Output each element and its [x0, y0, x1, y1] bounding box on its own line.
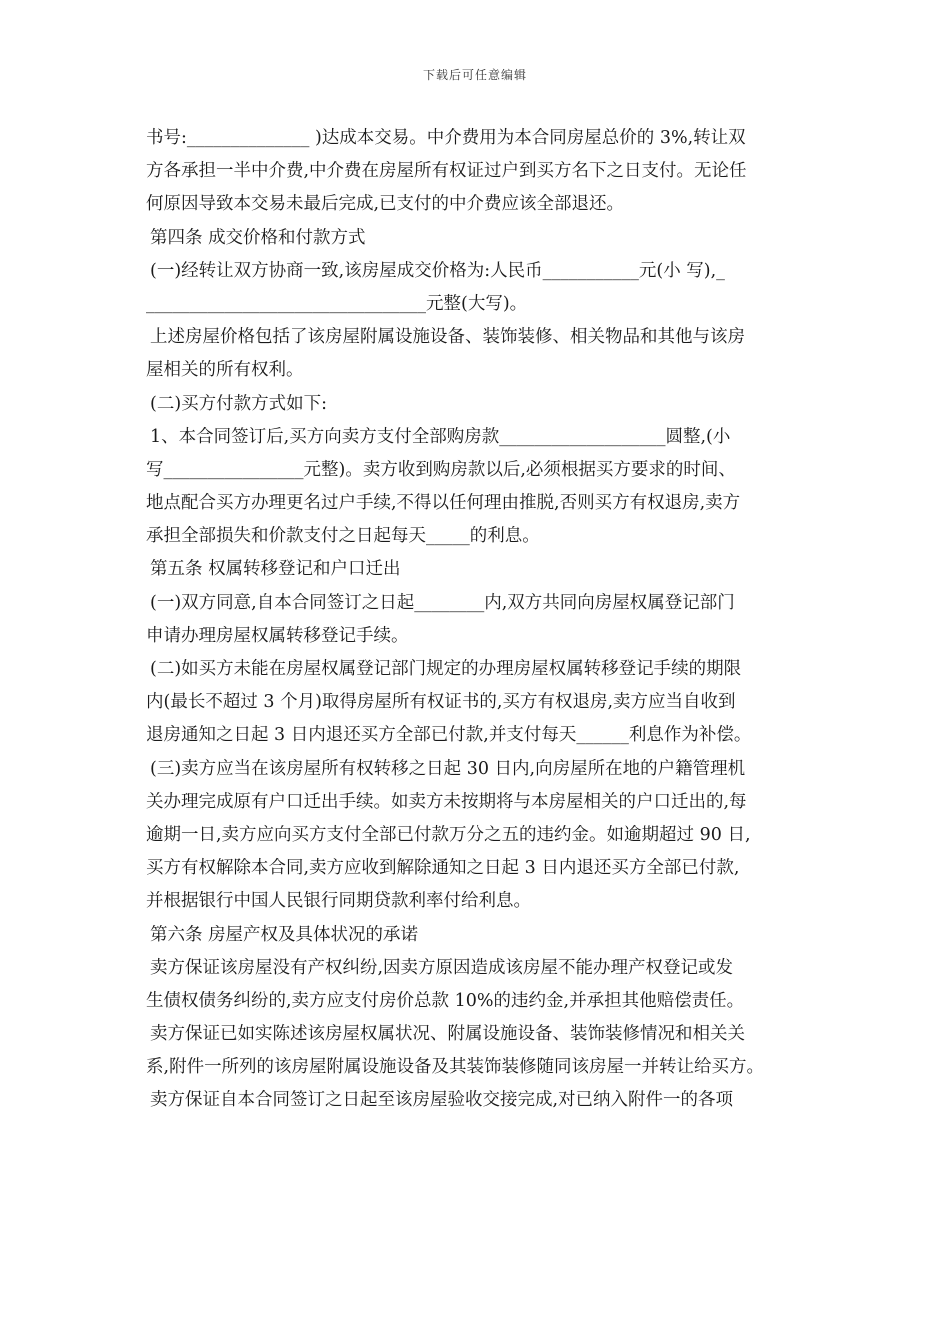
text-line: 上述房屋价格包括了该房屋附属设施设备、装饰装修、相关物品和其他与该房 [150, 327, 745, 348]
text-line: 卖方保证已如实陈述该房屋权属状况、附属设施设备、装饰装修情况和相关关 [150, 1024, 745, 1045]
page-header: 下载后可任意编辑 [422, 68, 527, 82]
text-line: 1、本合同签订后,买方向卖方支付全部购房款___________________圆整,(小 [150, 426, 731, 447]
text-line: 第六条 房屋产权及具体状况的承诺 [150, 924, 419, 945]
text-line: 屋相关的所有权利。 [146, 360, 304, 381]
text-line: 第四条 成交价格和付款方式 [150, 227, 366, 248]
text-line: 书号:______________ )达成本交易。中介费用为本合同房屋总价的 3%,转让双 [146, 128, 746, 148]
text-line: 卖方保证该房屋没有产权纠纷,因卖方原因造成该房屋不能办理产权登记或发 [150, 957, 734, 978]
text-line: 承担全部损失和价款支付之日起每天_____的利息。 [146, 526, 540, 547]
text-line: (二)如买方未能在房屋权属登记部门规定的办理房屋权属转移登记手续的期限 [150, 659, 742, 679]
text-line: (一)双方同意,自本合同签订之日起________内,双方共同向房屋权属登记部门 [150, 592, 735, 613]
text-line: (一)经转让双方协商一致,该房屋成交价格为:人民币___________元(小 写),_ [150, 260, 725, 281]
text-line: 并根据银行中国人民银行同期贷款利率付给利息。 [146, 891, 531, 912]
text-line: 何原因导致本交易未最后完成,已支付的中介费应该全部退还。 [146, 194, 625, 215]
text-line: 地点配合买方办理更名过户手续,不得以任何理由推脱,否则买方有权退房,卖方 [146, 493, 741, 514]
text-line: 申请办理房屋权属转移登记手续。 [146, 625, 409, 646]
text-line: 卖方保证自本合同签订之日起至该房屋验收交接完成,对已纳入附件一的各项 [150, 1090, 734, 1111]
text-line: ________________________________元整(大写)。 [146, 293, 528, 314]
text-line: 逾期一日,卖方应向买方支付全部已付款万分之五的违约金。如逾期超过 90 日, [146, 824, 751, 845]
text-line: 写________________元整)。卖方收到购房款以后,必须根据买方要求的时间、 [146, 459, 736, 480]
document-body [146, 122, 806, 1118]
text-line: 方各承担一半中介费,中介费在房屋所有权证过户到买方名下之日支付。无论任 [146, 161, 747, 182]
text-line: 系,附件一所列的该房屋附属设施设备及其装饰装修随同该房屋一并转让给买方。 [146, 1057, 765, 1078]
text-line: 生债权债务纠纷的,卖方应支付房价总款 10%的违约金,并承担其他赔偿责任。 [146, 990, 745, 1011]
text-line: 买方有权解除本合同,卖方应收到解除通知之日起 3 日内退还买方全部已付款, [146, 858, 740, 879]
text-line: 退房通知之日起 3 日内退还买方全部已付款,并支付每天______利息作为补偿。 [146, 725, 752, 746]
text-line: 关办理完成原有户口迁出手续。如卖方未按期将与本房屋相关的户口迁出的,每 [146, 791, 747, 812]
text-line: 内(最长不超过 3 个月)取得房屋所有权证书的,买方有权退房,卖方应当自收到 [146, 692, 736, 713]
text-line: (三)卖方应当在该房屋所有权转移之日起 30 日内,向房屋所在地的户籍管理机 [150, 758, 746, 779]
text-line: 第五条 权属转移登记和户口迁出 [150, 559, 401, 580]
text-line: (二)买方付款方式如下: [150, 393, 328, 414]
